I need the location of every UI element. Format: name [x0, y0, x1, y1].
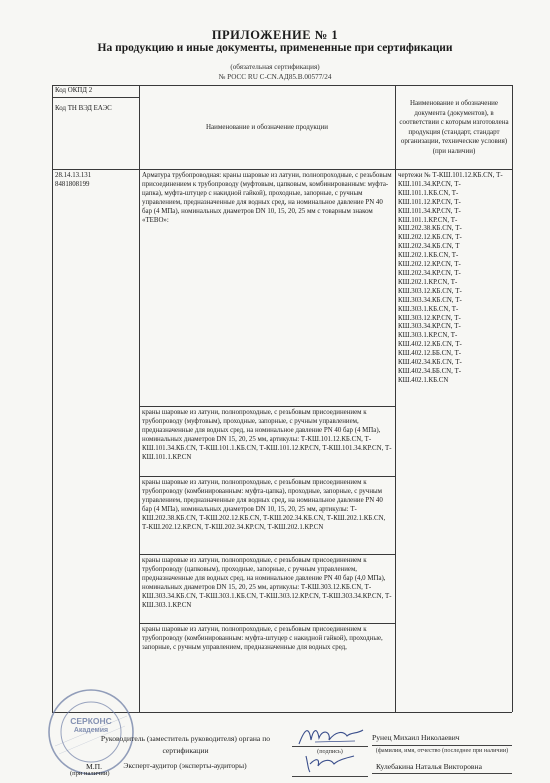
- table-border-left: [52, 85, 53, 712]
- header-code-divider: [52, 97, 139, 98]
- column-divider-2: [395, 85, 396, 712]
- certification-note: (обязательная сертификация): [230, 63, 320, 71]
- expert-role: Эксперт-аудитор (эксперты-аудиторы): [123, 761, 247, 770]
- code-tnved: 8481808199: [55, 181, 90, 188]
- stamp-text-inner: Академия: [73, 727, 109, 734]
- stamp-label: М.П.: [86, 762, 103, 771]
- product-row-combined-union: краны шаровые из латуни, полнопроходные, с резьбовым присоединением к трубопроводу (комбинированным: муфта-штуцер с накидной гайкой), проходные, запорные, с ручным управлением, предназначенные для водных сред,: [142, 626, 383, 651]
- product-row-combined-nut: краны шаровые из латуни, полнопроходные, с резьбовым присоединением к трубопроводу (комбинированным: муфта-цапка), проходные, запорные, с ручным управлением, предназначенные для водных сред, на номинальное давление PN 40 бар (4 МПа), номинальных диаметров DN 10, 15, 20, 25 мм, артикулы: Т-КШ.202.38.КБ.CN, Т-КШ.202.12.КБ.CN, Т-КШ.202.34.КБ.CN, Т-КШ.202.1.КБ.CN, Т-КШ.202.12.КР.CN, Т-КШ.202.34.КР.CN, Т-КШ.202.1.КР.CN: [142, 479, 386, 531]
- certificate-number: № РОСС RU C-CN.АД85.В.00577/24: [218, 73, 332, 81]
- product-row-coupling: краны шаровые из латуни, полнопроходные, с резьбовым присоединением к трубопроводу (муфтовым), проходные, запорные, с ручным управлением, предназначенные для водных сред, на номинальное давление PN 40 бар (4 МПа), номинальных диаметров DN 15, 20, 25 мм, артикулы: Т-КШ.101.12.КБ.CN, Т-КШ.101.34.КБ.CN, Т-КШ.101.1.КБ.CN, Т-КШ.101.12.КР.CN, Т-КШ.101.34.КР.CN, Т-КШ.101.1.КР.CN: [142, 409, 392, 461]
- row-divider-3: [139, 554, 395, 555]
- head-name: Рунец Михаил Николаевич: [372, 733, 460, 742]
- stamp-text-outer: СЕРКОНС: [70, 716, 112, 726]
- code-okpd: 28.14.13.131: [55, 172, 92, 179]
- header-bottom-line: [52, 169, 512, 170]
- table-border-right: [512, 85, 513, 712]
- docs-drawings-list: чертежи № Т-КШ.101.12.КБ.CN, Т-КШ.101.34.КР.CN, Т-КШ.101.1.КБ.CN, Т-КШ.101.12.КР.CN, Т-КШ.101.34.КР.CN, Т-КШ.101.1.КР.CN, Т-КШ.202.38.КБ.CN, Т-КШ.202.12.КБ.CN, Т-КШ.202.34.КБ.CN, Т КШ.202.1.КБ.CN, Т-КШ.202.12.КР.CN, Т-КШ.202.34.КР.CN, Т-КШ.202.1.КР.CN, Т-КШ.303.12.КБ.CN, Т-КШ.303.34.КБ.CN, Т-КШ.303.1.КБ.CN, Т-КШ.303.12.КР.CN, Т-КШ.303.34.КР.CN, Т-КШ.303.1.КР.CN, Т-КШ.402.12.КБ.CN, Т-КШ.402.12.ББ.CN, Т-КШ.402.34.КБ.CN, Т-КШ.402.34.ББ.CN, Т-КШ.402.1.КБ.CN: [398, 172, 503, 384]
- row-divider-2: [139, 476, 395, 477]
- product-row-main: Арматура трубопроводная: краны шаровые из латуни, полнопроходные, с резьбовым присоединением к трубопроводу (муфтовым, цапковым, комбинированным: муфта-цапка), муфта-штуцер с накидной гайкой), проходные, запорные, с ручным управлением, предназначенные для водных сред, на номинальное давление PN 40 бар (4 МПа), номинальных диаметров DN 10, 15, 20, 25 мм с товарным знаком «ТЕВО»:: [142, 172, 392, 224]
- row-divider-4: [139, 623, 395, 624]
- document-title: ПРИЛОЖЕНИЕ № 1: [211, 28, 339, 42]
- header-docs: Наименование и обозначение документа (документов), в соответствии с которым изготовлена продукция (стандарт, стандарт организации, технические условия) (при наличии): [399, 99, 509, 155]
- document-subtitle: На продукцию и иные документы, примененные при сертификации: [97, 42, 453, 54]
- products-table: [52, 85, 512, 712]
- stamp-note: (при наличии): [70, 770, 110, 777]
- header-tnved: Код ТН ВЭД ЕАЭС: [55, 105, 112, 112]
- head-signature-caption: (подпись): [317, 748, 343, 755]
- expert-signature-line: [292, 776, 368, 777]
- table-border-top: [52, 85, 512, 86]
- header-okpd: Код ОКПД 2: [55, 87, 93, 94]
- expert-name: Кулебакина Наталья Викторовна: [376, 762, 482, 771]
- product-row-pin: краны шаровые из латуни, полнопроходные, с резьбовым присоединением к трубопроводу (цапковым), проходные, запорные, с ручным управлением, предназначенные для водных сред, на номинальное давление PN 40 бар (4,0 МПа), номинальных диаметров DN 15, 20, 25 мм, артикулы: Т-КШ.303.12.КБ.CN, Т-КШ.303.34.КБ.CN, Т-КШ.303.1.КБ.CN, Т-КШ.303.12.КР.CN, Т-КШ.303.34.КР.CN, Т-КШ.303.1.КР.CN: [142, 557, 392, 609]
- column-divider-1: [139, 85, 140, 712]
- row-divider-1: [139, 406, 395, 407]
- expert-name-line: [372, 773, 512, 774]
- header-product: Наименование и обозначение продукции: [206, 123, 328, 131]
- head-role: Руководитель (заместитель руководителя) органа по сертификации: [100, 734, 271, 755]
- head-name-caption: (фамилия, имя, отчество (последнее при наличии): [375, 747, 509, 754]
- head-signature-line: [292, 746, 368, 747]
- expert-signature-icon: [300, 752, 360, 776]
- head-name-line: [372, 745, 512, 746]
